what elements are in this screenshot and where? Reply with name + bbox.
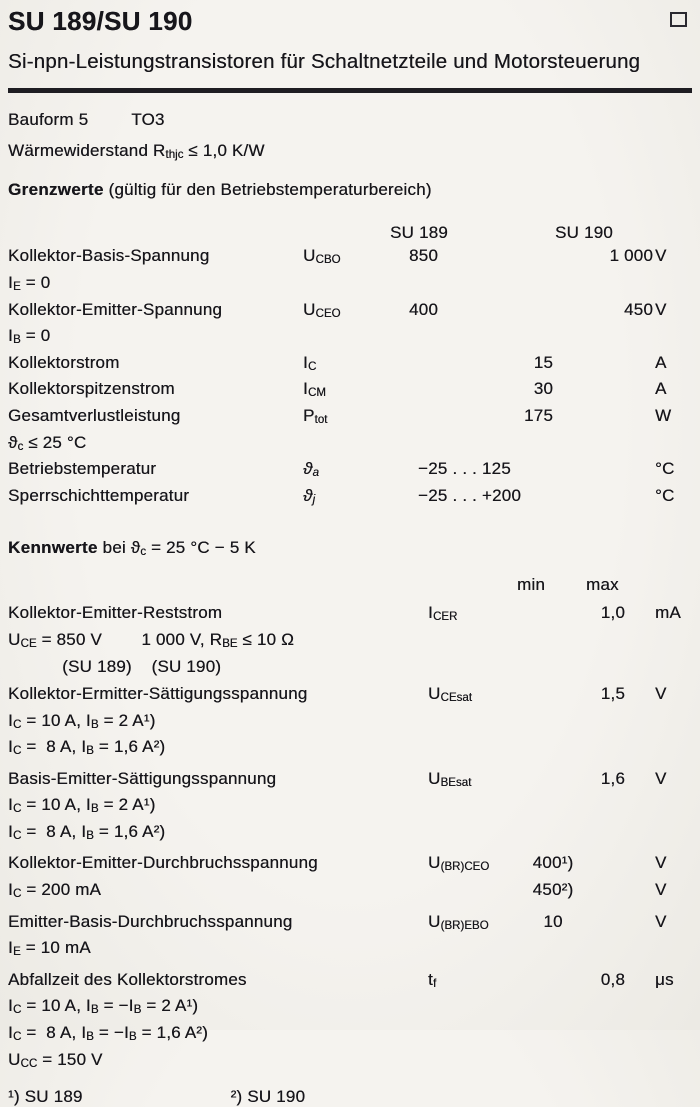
table-row — [8, 683, 692, 710]
table-row — [8, 794, 692, 821]
param-symbol: $U_{(BR)CEO}$ — [428, 853, 490, 874]
grenzwerte-section — [8, 179, 692, 511]
table-row — [8, 325, 692, 352]
param-condition: $I_C = 8$ A, $I_B = 1,6$ A²) — [8, 737, 166, 758]
value-max: 0,8 — [600, 969, 625, 989]
table-row — [8, 458, 692, 485]
table-row — [8, 821, 692, 848]
param-condition: $I_C = 8$ A, $I_B = -I_B = 1,6$ A²) — [8, 1022, 209, 1044]
table-row — [8, 629, 692, 656]
param-symbol: $I_C$ — [303, 352, 317, 373]
param-label: Abfallzeit des Kollektorstromes — [8, 969, 247, 989]
value-su190: 1 000 — [609, 246, 653, 266]
table-row — [8, 852, 692, 879]
grenzwerte-column-headers — [8, 223, 692, 245]
value-shared: 30 — [533, 379, 553, 399]
table-row — [8, 879, 692, 906]
param-label: Kollektorstrom — [8, 352, 120, 372]
table-row — [8, 1022, 692, 1049]
unit: V — [655, 299, 667, 319]
param-symbol: $t_f$ — [428, 969, 437, 990]
unit: A — [655, 352, 667, 372]
param-label: Kollektor-Emitter-Spannung — [8, 299, 223, 319]
footnote-1: ¹) SU 189 — [8, 1087, 83, 1107]
table-row — [8, 969, 692, 996]
param-symbol: $ϑ_j$ — [303, 485, 316, 506]
grenzwerte-heading-note: (gültig für den Betriebstemperaturbereich) — [108, 180, 432, 200]
param-condition: $I_C = 10$ A, $I_B = 2$ A¹) — [8, 710, 156, 731]
value-shared: −25 . . . 125 — [418, 459, 511, 479]
unit: V — [655, 246, 667, 266]
table-row — [8, 736, 692, 763]
value-su189: 400 — [409, 299, 438, 319]
param-symbol: $U_{CEO}$ — [303, 299, 341, 320]
unit: W — [655, 405, 672, 425]
table-row — [8, 378, 692, 405]
param-symbol: $U_{CBO}$ — [303, 246, 341, 267]
subtitle: Si-npn-Leistungstransistoren für Schaltnetzteile und Motorsteuerung — [8, 50, 641, 73]
param-symbol: $I_{CM}$ — [303, 379, 326, 400]
table-row — [8, 710, 692, 737]
table-row — [8, 768, 692, 795]
param-condition: $I_B = 0$ — [8, 326, 51, 347]
unit: V — [655, 768, 667, 788]
kennwerte-section — [8, 537, 692, 1075]
unit: mA — [655, 603, 681, 623]
param-condition: (SU 189) (SU 190) — [8, 656, 222, 676]
value-shared: 175 — [524, 405, 553, 425]
table-row — [8, 911, 692, 938]
column-header-min: min — [517, 575, 545, 595]
param-condition: $ϑ_c \le 25$ °C — [8, 432, 87, 453]
param-condition: $U_{CC} = 150$ V — [8, 1049, 103, 1070]
table-row — [8, 602, 692, 629]
grenzwerte-heading — [8, 179, 692, 201]
grenzwerte-heading-word: Grenzwerte — [8, 180, 104, 200]
table-row — [8, 656, 692, 679]
table-row — [8, 352, 692, 379]
value-max: 1,5 — [600, 684, 625, 703]
value-shared: −25 . . . +200 — [418, 485, 521, 505]
param-condition: $I_C = 10$ A, $I_B = -I_B = 2$ A¹) — [8, 996, 199, 1017]
unit: V — [655, 853, 667, 873]
unit: μs — [655, 969, 674, 989]
param-label: Basis-Emitter-Sättigungsspannung — [8, 768, 277, 788]
table-row — [8, 272, 692, 299]
checkbox-icon — [670, 12, 687, 27]
unit: V — [655, 911, 667, 931]
param-label: Sperrschichttemperatur — [8, 485, 190, 505]
value-max: 1,0 — [600, 603, 625, 623]
value-shared: 15 — [533, 352, 553, 372]
param-label: Kollektor-Ermitter-Sättigungsspannung — [8, 684, 308, 703]
param-symbol: $U_{CEsat}$ — [428, 684, 472, 705]
bauform-label: Bauform 5 — [8, 110, 89, 130]
package-name: TO3 — [131, 110, 165, 130]
value-min: 450²) — [532, 880, 574, 900]
kennwerte-heading-word: Kennwerte — [8, 538, 98, 558]
kennwerte-heading — [8, 537, 692, 563]
param-label: Kollektorspitzenstrom — [8, 379, 175, 399]
unit: V — [655, 880, 667, 900]
param-condition: $I_C = 10$ A, $I_B = 2$ A¹) — [8, 795, 156, 816]
unit: °C — [655, 485, 675, 505]
page-title: SU 189/SU 190 — [8, 6, 193, 36]
kennwerte-heading-note: bei $ϑ_c = 25$ °C − 5 K — [102, 538, 256, 559]
thermal-resistance: Wärmewiderstand $R_{thjc} \le 1,0$ K/W — [8, 140, 265, 161]
param-label: Kollektor-Emitter-Reststrom — [8, 603, 223, 623]
param-symbol: $ϑ_a$ — [303, 459, 319, 480]
param-label: Betriebstemperatur — [8, 459, 157, 479]
table-row — [8, 485, 692, 512]
unit: V — [655, 684, 667, 703]
table-row — [8, 245, 692, 272]
table-row — [8, 995, 692, 1022]
unit: A — [655, 379, 667, 399]
param-symbol: $U_{(BR)EBO}$ — [428, 911, 489, 932]
table-row — [8, 1049, 692, 1076]
table-row — [8, 937, 692, 964]
param-symbol: $U_{BEsat}$ — [428, 768, 472, 789]
table-row — [8, 432, 692, 459]
param-label: Emitter-Basis-Durchbruchsspannung — [8, 911, 293, 931]
package-row — [8, 109, 692, 131]
param-condition: $I_E = 10$ mA — [8, 938, 91, 959]
param-symbol: $P_{tot}$ — [303, 405, 328, 427]
column-header-max: max — [586, 575, 619, 595]
divider — [8, 88, 692, 93]
value-max: 1,6 — [600, 768, 625, 788]
param-label: Kollektor-Basis-Spannung — [8, 246, 210, 266]
param-condition: $I_C = 200$ mA — [8, 880, 102, 901]
param-condition: $I_E = 0$ — [8, 273, 51, 294]
param-symbol: $I_{CER}$ — [428, 603, 458, 624]
table-row — [8, 299, 692, 326]
value-min: 10 — [543, 911, 563, 931]
footnotes — [8, 1087, 692, 1107]
param-label: Kollektor-Emitter-Durchbruchsspannung — [8, 853, 318, 873]
header — [8, 6, 692, 37]
footnote-2: ²) SU 190 — [230, 1087, 306, 1107]
param-condition: $I_C = 8$ A, $I_B = 1,6$ A²) — [8, 821, 166, 842]
kennwerte-column-headers — [8, 575, 692, 597]
column-header-su190: SU 190 — [555, 223, 613, 243]
value-su190: 450 — [624, 299, 653, 319]
value-su189: 850 — [409, 246, 438, 266]
unit: °C — [655, 459, 675, 479]
column-header-su189: SU 189 — [390, 223, 448, 243]
param-condition: $U_{CE} = 850$ V 1 000 V, $R_{BE} \le 10$ Ω — [8, 629, 295, 650]
value-min: 400¹) — [532, 853, 574, 873]
table-row — [8, 405, 692, 432]
param-label: Gesamtverlustleistung — [8, 405, 181, 425]
